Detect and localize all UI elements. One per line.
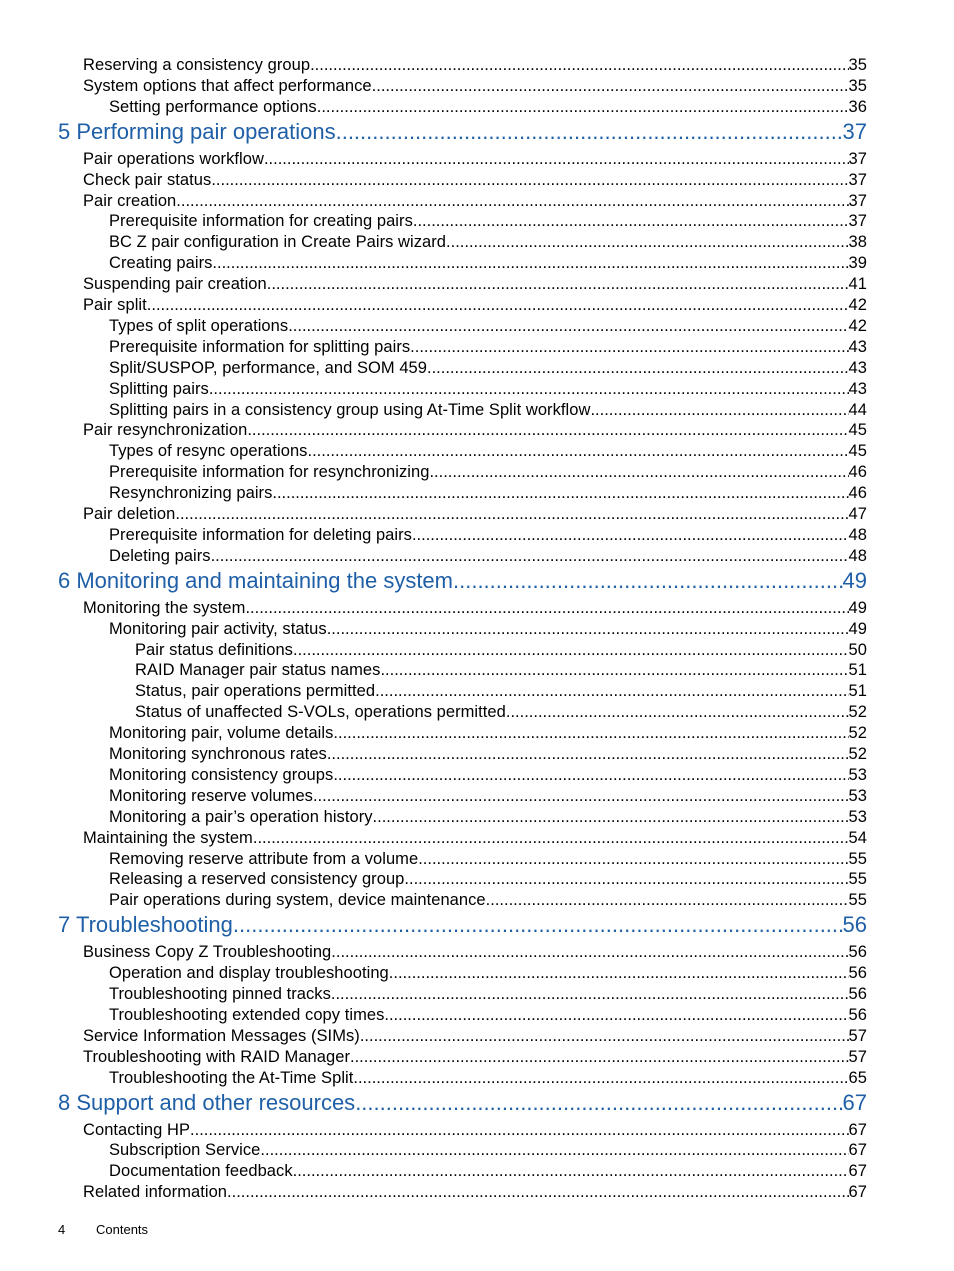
toc-entry[interactable] (83, 943, 867, 964)
toc-dot-leader (410, 338, 848, 357)
toc-entry[interactable] (83, 77, 867, 98)
toc-dot-leader (331, 943, 848, 962)
toc-entry[interactable] (109, 724, 867, 745)
toc-page-number: 51 (848, 661, 867, 680)
toc-dot-leader (427, 359, 849, 378)
toc-entry-title: Monitoring a pair’s operation history (109, 807, 373, 826)
toc-dot-leader (355, 1090, 842, 1116)
toc-entry[interactable] (109, 1069, 867, 1090)
toc-page-number: 37 (848, 149, 867, 168)
toc-dot-leader (360, 1027, 849, 1046)
toc-entry-title: Prerequisite information for deleting pairs (109, 525, 412, 544)
toc-dot-leader (264, 150, 849, 169)
toc-entry[interactable] (109, 338, 867, 359)
toc-page-number: 52 (848, 724, 867, 743)
toc-entry[interactable] (109, 808, 867, 829)
toc-entry[interactable] (83, 1048, 867, 1069)
toc-page-number: 37 (848, 212, 867, 231)
toc-entry-title: Setting performance options (109, 97, 317, 116)
toc-entry-title: Releasing a reserved consistency group (109, 870, 405, 889)
toc-entry[interactable] (109, 787, 867, 808)
toc-page-number: 41 (848, 275, 867, 294)
toc-page-number: 49 (848, 619, 867, 638)
toc-dot-leader (176, 192, 848, 211)
toc-page-number: 49 (842, 567, 867, 593)
toc-page-number: 35 (848, 56, 867, 74)
toc-dot-leader (253, 829, 849, 848)
toc-dot-leader (260, 1141, 848, 1160)
toc-page-number: 57 (848, 1047, 867, 1066)
toc-dot-leader (327, 620, 849, 639)
toc-entry-title: RAID Manager pair status names (135, 661, 381, 680)
toc-page-number: 55 (848, 849, 867, 868)
toc-entry-title: Monitoring consistency groups (109, 765, 334, 784)
toc-entry-title: Subscription Service (109, 1141, 261, 1160)
toc-dot-leader (353, 1069, 848, 1088)
toc-dot-leader (429, 463, 848, 482)
toc-dot-leader (372, 77, 849, 96)
toc-entry[interactable] (83, 829, 867, 850)
toc-page-number: 47 (848, 505, 867, 523)
toc-page-number: 56 (848, 943, 867, 962)
toc-page-number: 45 (848, 421, 867, 440)
toc-entry[interactable] (109, 870, 867, 891)
toc-page-number: 56 (848, 985, 867, 1003)
toc-dot-leader (313, 787, 849, 806)
toc-entry[interactable] (109, 359, 867, 380)
toc-page-number: 56 (842, 912, 867, 938)
toc-entry[interactable] (109, 442, 867, 463)
toc-entry[interactable] (109, 233, 867, 254)
footer-page-number: 4 (58, 1222, 66, 1237)
toc-dot-leader (247, 421, 848, 440)
toc-page-number: 46 (848, 484, 867, 503)
toc-dot-leader (288, 317, 848, 336)
toc-page-number: 35 (848, 76, 867, 95)
toc-entry[interactable] (109, 98, 867, 119)
toc-entry[interactable] (135, 661, 867, 682)
toc-entry[interactable] (109, 985, 867, 1006)
toc-entry[interactable] (109, 254, 867, 275)
toc-page-number: 55 (848, 891, 867, 910)
footer-section-label: Contents (96, 1222, 149, 1237)
toc-chapter-title: 6 Monitoring and maintaining the system (58, 567, 453, 593)
toc-dot-leader (486, 891, 849, 910)
toc-page-number: 48 (848, 525, 867, 544)
toc-dot-leader (373, 808, 849, 827)
toc-page-number: 37 (842, 118, 867, 144)
toc-chapter-entry[interactable] (58, 1090, 867, 1121)
toc-entry[interactable] (109, 484, 867, 505)
toc-page-number: 67 (848, 1141, 867, 1160)
toc-page-number: 51 (848, 682, 867, 701)
toc-page-number: 56 (848, 1005, 867, 1024)
toc-entry-title: Troubleshooting pinned tracks (109, 985, 331, 1003)
toc-entry-title: Monitoring pair activity, status (109, 619, 327, 638)
toc-entry[interactable] (83, 1183, 867, 1204)
toc-entry-title: Creating pairs (109, 254, 213, 273)
toc-page-number: 37 (848, 170, 867, 189)
toc-dot-leader (384, 1006, 848, 1025)
toc-entry-title: Pair status definitions (135, 640, 293, 659)
toc-dot-leader (293, 1162, 849, 1181)
toc-page-number: 38 (848, 233, 867, 252)
toc-entry-title: Troubleshooting the At-Time Split (109, 1068, 354, 1087)
toc-dot-leader (453, 568, 843, 594)
toc-dot-leader (245, 599, 848, 618)
toc-page-number: 65 (848, 1068, 867, 1087)
toc-page-number: 53 (848, 765, 867, 784)
toc-entry[interactable] (109, 745, 867, 766)
toc-entry[interactable] (109, 1141, 867, 1162)
toc-dot-leader (267, 275, 849, 294)
toc-dot-leader (506, 703, 849, 722)
toc-entry-title: Check pair status (83, 170, 212, 189)
toc-entry-title: Reserving a consistency group (83, 56, 311, 74)
toc-page-number: 48 (848, 546, 867, 565)
toc-entry-title: Pair operations workflow (83, 149, 264, 168)
toc-entry-title: Troubleshooting with RAID Manager (83, 1047, 351, 1066)
toc-entry-title: Documentation feedback (109, 1162, 293, 1181)
toc-dot-leader (333, 766, 848, 785)
toc-entry[interactable] (109, 463, 867, 484)
toc-entry-title: Service Information Messages (SIMs) (83, 1026, 360, 1045)
toc-entry[interactable] (83, 171, 867, 192)
toc-entry[interactable] (109, 964, 867, 985)
toc-entry-title: Suspending pair creation (83, 275, 267, 294)
toc-page-number: 52 (848, 703, 867, 722)
toc-chapter-entry[interactable] (58, 119, 867, 150)
toc-entry-title: Prerequisite information for creating pairs (109, 212, 413, 231)
toc-entry-title: Monitoring the system (83, 598, 246, 617)
toc-dot-leader (412, 526, 849, 545)
toc-entry-title: Contacting HP (83, 1120, 191, 1139)
toc-page-number: 45 (848, 442, 867, 461)
toc-page-number: 55 (848, 870, 867, 889)
toc-entry[interactable] (109, 1162, 867, 1183)
toc-page-number: 67 (842, 1089, 867, 1115)
toc-dot-leader (446, 233, 849, 252)
toc-page-number: 67 (848, 1162, 867, 1181)
toc-chapter-entry[interactable] (58, 568, 867, 599)
toc-page-number: 49 (848, 598, 867, 617)
toc-page-number: 57 (848, 1026, 867, 1045)
toc-entry[interactable] (109, 766, 867, 787)
toc-entry-title: Related information (83, 1183, 228, 1202)
toc-entry-title: Monitoring synchronous rates (109, 745, 327, 763)
toc-page-number: 43 (848, 379, 867, 398)
toc-page-number: 67 (848, 1183, 867, 1202)
toc-dot-leader (317, 98, 849, 117)
toc-page-number: 36 (848, 97, 867, 116)
toc-chapter-entry[interactable] (58, 912, 867, 943)
toc-entry-title: Pair creation (83, 191, 177, 210)
toc-dot-leader (293, 641, 849, 660)
toc-entry[interactable] (109, 547, 867, 568)
toc-dot-leader (175, 505, 848, 524)
toc-dot-leader (380, 661, 848, 680)
toc-entry[interactable] (109, 1006, 867, 1027)
toc-entry-title: Troubleshooting extended copy times (109, 1005, 385, 1024)
toc-entry-title: Pair operations during system, device maintenance (109, 891, 486, 910)
toc-entry-title: Resynchronizing pairs (109, 484, 273, 503)
toc-dot-leader (308, 442, 849, 461)
toc-page-number: 37 (848, 191, 867, 210)
toc-entry-title: Monitoring pair, volume details (109, 724, 334, 743)
toc-entry[interactable] (83, 599, 867, 620)
toc-page-number: 43 (848, 358, 867, 377)
toc-dot-leader (331, 985, 849, 1004)
toc-page-number: 42 (848, 316, 867, 335)
toc-dot-leader (310, 56, 848, 75)
toc-dot-leader (413, 212, 849, 231)
toc-page-number: 46 (848, 463, 867, 482)
toc-page-number: 39 (848, 254, 867, 273)
toc-page-number: 42 (848, 296, 867, 314)
toc-entry[interactable] (109, 891, 867, 912)
toc-entry[interactable] (83, 505, 867, 526)
toc-page-number: 53 (848, 786, 867, 805)
toc-dot-leader (418, 850, 848, 869)
toc-dot-leader (190, 1121, 849, 1140)
toc-entry-title: BC Z pair configuration in Create Pairs wizard (109, 233, 447, 252)
toc-page-number: 53 (848, 807, 867, 826)
toc-entry[interactable] (83, 1121, 867, 1142)
toc-dot-leader (209, 380, 849, 399)
toc-entry-title: Removing reserve attribute from a volume (109, 849, 419, 868)
toc-dot-leader (404, 870, 848, 889)
toc-chapter-title: 7 Troubleshooting (58, 912, 233, 938)
toc-dot-leader (333, 724, 848, 743)
toc-page-number: 50 (848, 640, 867, 659)
toc-dot-leader (272, 484, 848, 503)
toc-entry-title: Splitting pairs (109, 379, 209, 398)
toc-dot-leader (327, 745, 849, 764)
toc-entry-title: Types of resync operations (109, 442, 308, 461)
toc-entry-title: Prerequisite information for resynchronizing (109, 463, 430, 482)
toc-entry[interactable] (83, 192, 867, 213)
toc-entry[interactable] (135, 703, 867, 724)
toc-entry[interactable] (109, 620, 867, 641)
toc-entry-title: Pair resynchronization (83, 421, 248, 440)
toc-entry[interactable] (83, 421, 867, 442)
toc-dot-leader (212, 254, 848, 273)
toc-page-number: 54 (848, 828, 867, 847)
toc-entry-title: Pair split (83, 296, 147, 314)
toc-entry[interactable] (83, 1027, 867, 1048)
toc-entry-title: Business Copy Z Troubleshooting (83, 943, 332, 962)
toc-dot-leader (211, 547, 849, 566)
toc-entry-title: Maintaining the system (83, 828, 253, 847)
toc-entry[interactable] (109, 850, 867, 871)
toc-entry-title: Status, pair operations permitted (135, 682, 376, 701)
toc-dot-leader (147, 296, 849, 315)
toc-dot-leader (389, 964, 849, 983)
toc-chapter-title: 5 Performing pair operations (58, 118, 336, 144)
toc-entry[interactable] (135, 682, 867, 703)
toc-entry-title: Splitting pairs in a consistency group using At-Time Split workflow (109, 400, 591, 419)
toc-dot-leader (211, 171, 848, 190)
toc-entry[interactable] (109, 212, 867, 233)
toc-entry-title: Prerequisite information for splitting pairs (109, 337, 411, 356)
toc-entry-title: System options that affect performance (83, 76, 372, 95)
toc-dot-leader (233, 912, 843, 938)
toc-entry-title: Status of unaffected S-VOLs, operations permitted (135, 703, 506, 722)
toc-entry[interactable] (109, 380, 867, 401)
toc-dot-leader (227, 1183, 849, 1202)
toc-dot-leader (336, 119, 843, 145)
toc-chapter-title: 8 Support and other resources (58, 1089, 356, 1115)
toc-entry-title: Split/SUSPOP, performance, and SOM 459 (109, 358, 428, 377)
toc-entry[interactable] (83, 56, 867, 77)
toc-page-number: 67 (848, 1120, 867, 1139)
toc-entry-title: Types of split operations (109, 316, 289, 335)
toc-entry[interactable] (109, 317, 867, 338)
toc-entry-title: Operation and display troubleshooting (109, 964, 389, 983)
toc-dot-leader (350, 1048, 849, 1067)
toc-entry-title: Pair deletion (83, 505, 176, 523)
toc-entry[interactable] (83, 150, 867, 171)
toc-page-number: 52 (848, 745, 867, 763)
toc-entry[interactable] (109, 401, 867, 422)
toc-dot-leader (375, 682, 848, 701)
toc-entry[interactable] (109, 526, 867, 547)
toc-dot-leader (590, 401, 848, 420)
toc-page-number: 56 (848, 964, 867, 983)
toc-page-number: 43 (848, 337, 867, 356)
toc-page-number: 44 (848, 400, 867, 419)
toc-entry[interactable] (83, 275, 867, 296)
toc-entry[interactable] (83, 296, 867, 317)
toc-entry[interactable] (135, 641, 867, 662)
toc-entry-title: Deleting pairs (109, 546, 211, 565)
toc-entry-title: Monitoring reserve volumes (109, 786, 313, 805)
